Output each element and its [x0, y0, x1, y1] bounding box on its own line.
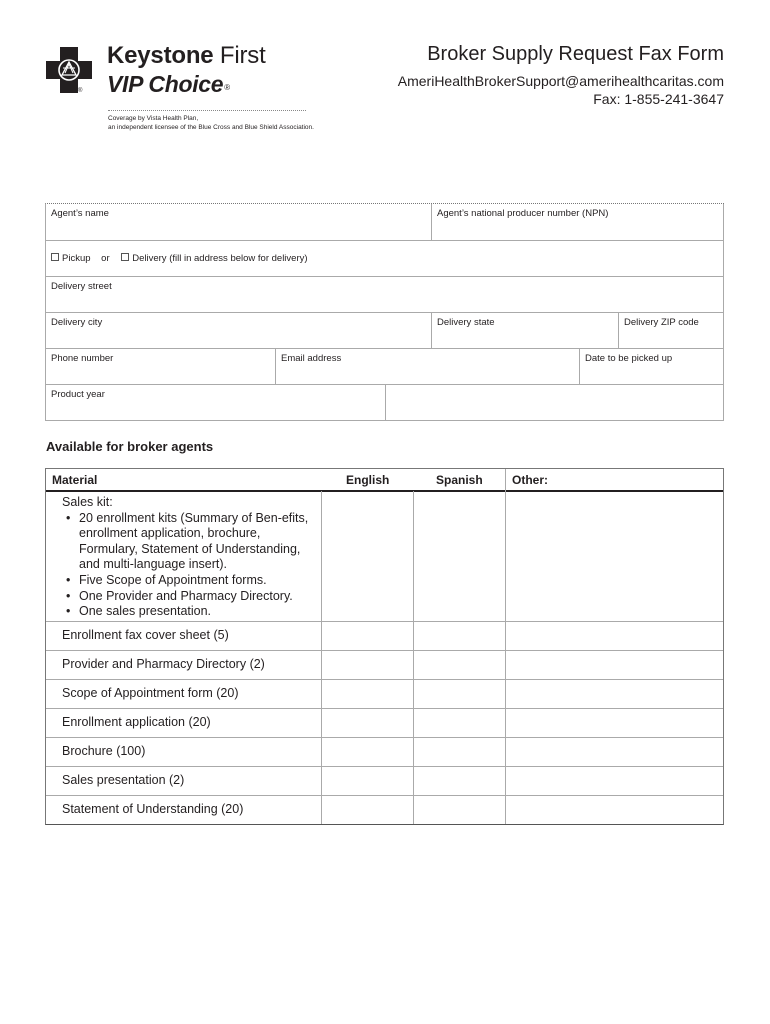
- npn-field[interactable]: [432, 204, 724, 241]
- email-field[interactable]: [276, 349, 580, 385]
- row-divider: [46, 650, 723, 651]
- table-row: Enrollment application (20): [62, 715, 211, 729]
- delivery-checkbox[interactable]: [121, 253, 129, 261]
- delivery-label: Delivery (fill in address below for delivery): [132, 253, 308, 264]
- sales-kit-list: [62, 511, 322, 620]
- sales-kit-cell: [62, 495, 322, 620]
- fax-number: 1-855-241-3647: [624, 91, 724, 107]
- coverage-line-2: an independent licensee of the Blue Cross and Blue Shield Association.: [108, 124, 314, 131]
- pickup-label: Pickup: [62, 253, 91, 264]
- header-english: English: [346, 473, 390, 487]
- fax-label: Fax:: [593, 91, 621, 107]
- product-year-field[interactable]: [46, 385, 386, 421]
- pickup-date-label: Date to be picked up: [585, 353, 673, 364]
- row-divider: [46, 795, 723, 796]
- delivery-state-label: Delivery state: [437, 317, 495, 328]
- brand-product-name: VIP Choice: [107, 71, 224, 97]
- delivery-city-label: Delivery city: [51, 317, 103, 328]
- delivery-city-field[interactable]: [46, 313, 432, 349]
- sales-kit-label: Sales kit:: [62, 495, 113, 509]
- email-label: Email address: [281, 353, 342, 364]
- agent-name-field[interactable]: [46, 204, 432, 241]
- header-spanish: Spanish: [436, 473, 483, 487]
- brand-product-mark: ®: [224, 83, 230, 92]
- contact-fax: [593, 91, 724, 107]
- delivery-state-field[interactable]: [432, 313, 619, 349]
- or-label: or: [101, 253, 110, 264]
- brand-divider: [108, 110, 306, 111]
- delivery-street-label: Delivery street: [51, 281, 112, 292]
- header-material: Material: [52, 473, 98, 487]
- phone-field[interactable]: [46, 349, 276, 385]
- list-item: • One sales presentation.: [66, 604, 322, 620]
- logo-registered-mark: ®: [78, 88, 83, 94]
- section-title: Available for broker agents: [46, 439, 214, 454]
- table-row: Sales presentation (2): [62, 773, 185, 787]
- npn-label: Agent’s national producer number (NPN): [437, 208, 609, 219]
- brand-name-light: First: [219, 42, 266, 69]
- table-row: Enrollment fax cover sheet (5): [62, 628, 229, 642]
- header-rule: [46, 490, 723, 492]
- row-divider: [46, 766, 723, 767]
- materials-table: [45, 468, 724, 825]
- table-row: Statement of Understanding (20): [62, 802, 244, 816]
- col-divider: [505, 469, 506, 824]
- row-divider: [46, 621, 723, 622]
- pickup-date-field[interactable]: [580, 349, 724, 385]
- blue-cross-logo-icon: [46, 47, 92, 93]
- row-divider: [46, 679, 723, 680]
- brand-name: [107, 42, 266, 70]
- row-divider: [46, 737, 723, 738]
- delivery-zip-label: Delivery ZIP code: [624, 317, 699, 328]
- table-row: Provider and Pharmacy Directory (2): [62, 657, 265, 671]
- col-divider: [413, 491, 414, 824]
- pickup-checkbox[interactable]: [51, 253, 59, 261]
- agent-name-label: Agent’s name: [51, 208, 109, 219]
- table-row: Brochure (100): [62, 744, 146, 758]
- table-row: Scope of Appointment form (20): [62, 686, 239, 700]
- delivery-street-field[interactable]: [46, 277, 724, 313]
- coverage-line-1: Coverage by Vista Health Plan,: [108, 115, 199, 122]
- list-item: • Five Scope of Appointment forms.: [66, 573, 322, 589]
- agent-info-form: [45, 203, 724, 421]
- brand-product: [107, 71, 230, 98]
- list-item: • 20 enrollment kits (Summary of Ben-efits, enrollment application, brochure, Formulary, Statement of Understanding, and multi-language insert).: [66, 511, 322, 573]
- pickup-delivery-row: [46, 241, 724, 277]
- contact-email[interactable]: AmeriHealthBrokerSupport@amerihealthcaritas.com: [397, 73, 724, 89]
- product-year-label: Product year: [51, 389, 105, 400]
- form-title: Broker Supply Request Fax Form: [427, 43, 724, 65]
- phone-label: Phone number: [51, 353, 114, 364]
- row-divider: [46, 708, 723, 709]
- list-item: • One Provider and Pharmacy Directory.: [66, 589, 322, 605]
- header-other: Other:: [512, 473, 548, 487]
- delivery-zip-field[interactable]: [619, 313, 724, 349]
- brand-name-bold: Keystone: [107, 42, 214, 69]
- blank-field[interactable]: [386, 385, 724, 421]
